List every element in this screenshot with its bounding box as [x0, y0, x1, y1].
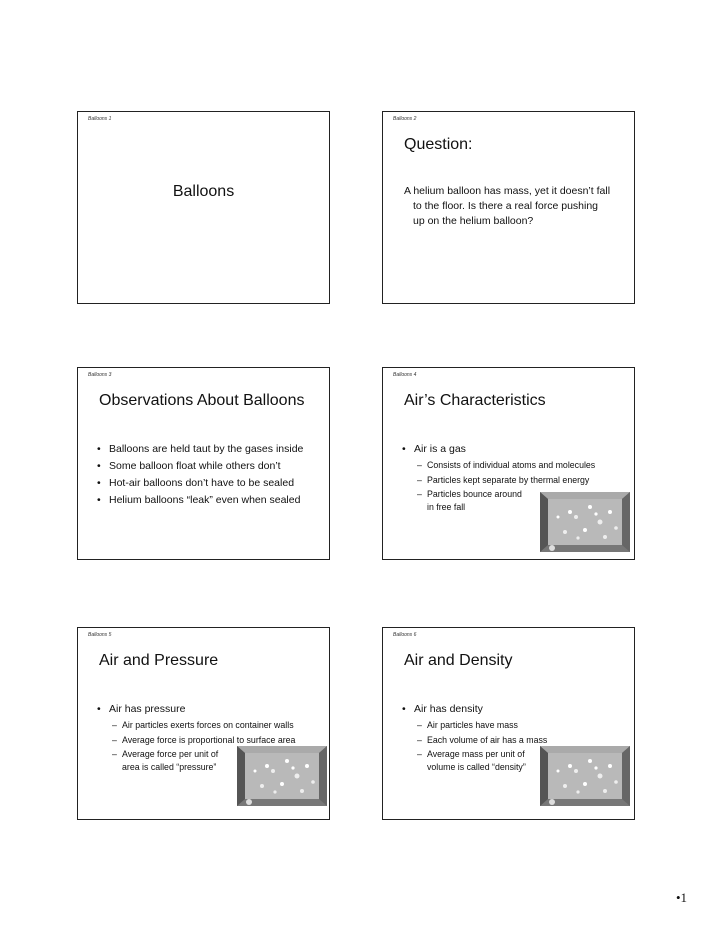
slide-6: [382, 627, 635, 820]
slide-5: [77, 627, 330, 820]
sub-bullet-item: – Air particles have mass: [417, 718, 547, 733]
bullet-item: • Hot-air balloons don’t have to be sealed: [97, 475, 303, 492]
slide-header: Balloons 5: [88, 632, 112, 638]
bullet-item: • Helium balloons “leak” even when sealed: [97, 492, 303, 509]
bullet-item: • Air is a gas: [402, 441, 595, 458]
sub-bullet-line: Particles bounce around: [427, 489, 522, 499]
sub-bullet-line: volume is called “density”: [427, 761, 526, 772]
sub-bullet-line: Average force per unit of: [122, 749, 219, 759]
page-number: •1: [676, 890, 688, 905]
slide-header: Balloons 2: [393, 116, 417, 122]
sub-bullet-item: – Average force is proportional to surface area: [112, 733, 295, 748]
sub-bullet-item: – Consists of individual atoms and molecules: [417, 458, 595, 473]
slide-header: Balloons 4: [393, 372, 417, 378]
gas-container-illustration: [540, 746, 630, 808]
sub-bullet-item: – Air particles exerts forces on container walls: [112, 718, 295, 733]
bullet-list: [97, 441, 303, 509]
slide-title: Observations About Balloons: [99, 392, 305, 409]
slide-title: Balloons: [172, 183, 235, 200]
bullet-item: • Some balloon float while others don’t: [97, 458, 303, 475]
slide-header: Balloons 6: [393, 632, 417, 638]
slide-title: Air’s Characteristics: [404, 392, 546, 409]
slide-title: Air and Density: [404, 652, 513, 669]
sub-bullet-item: – Particles kept separate by thermal energy: [417, 473, 595, 488]
slide-title: Air and Pressure: [99, 652, 219, 669]
sub-bullet-item: – Each volume of air has a mass: [417, 733, 547, 748]
gas-container-illustration: [540, 492, 630, 554]
slide-header: Balloons 1: [88, 116, 112, 122]
slide-header: Balloons 3: [88, 372, 112, 378]
sub-bullet-line: in free fall: [427, 501, 466, 512]
slide-1: [77, 111, 330, 304]
body-line: to the floor. Is there a real force pushing: [413, 200, 599, 212]
bullet-item: • Air has density: [402, 701, 547, 718]
slide-3: [77, 367, 330, 560]
sub-bullet-item: [417, 747, 547, 773]
slide-body: [404, 184, 629, 229]
slide-2: [382, 111, 635, 304]
body-line: A helium balloon has mass, yet it doesn’t fall: [404, 185, 611, 197]
bullet-item: • Air has pressure: [97, 701, 295, 718]
slide-4: [382, 367, 635, 560]
sub-bullet-line: Average mass per unit of: [427, 749, 525, 759]
sub-bullet-line: area is called “pressure”: [122, 761, 217, 772]
body-line: up on the helium balloon?: [413, 215, 534, 227]
gas-container-illustration: [237, 746, 327, 808]
bullet-item: • Balloons are held taut by the gases inside: [97, 441, 303, 458]
slide-title: Question:: [404, 136, 473, 153]
bullet-list: [402, 701, 547, 773]
